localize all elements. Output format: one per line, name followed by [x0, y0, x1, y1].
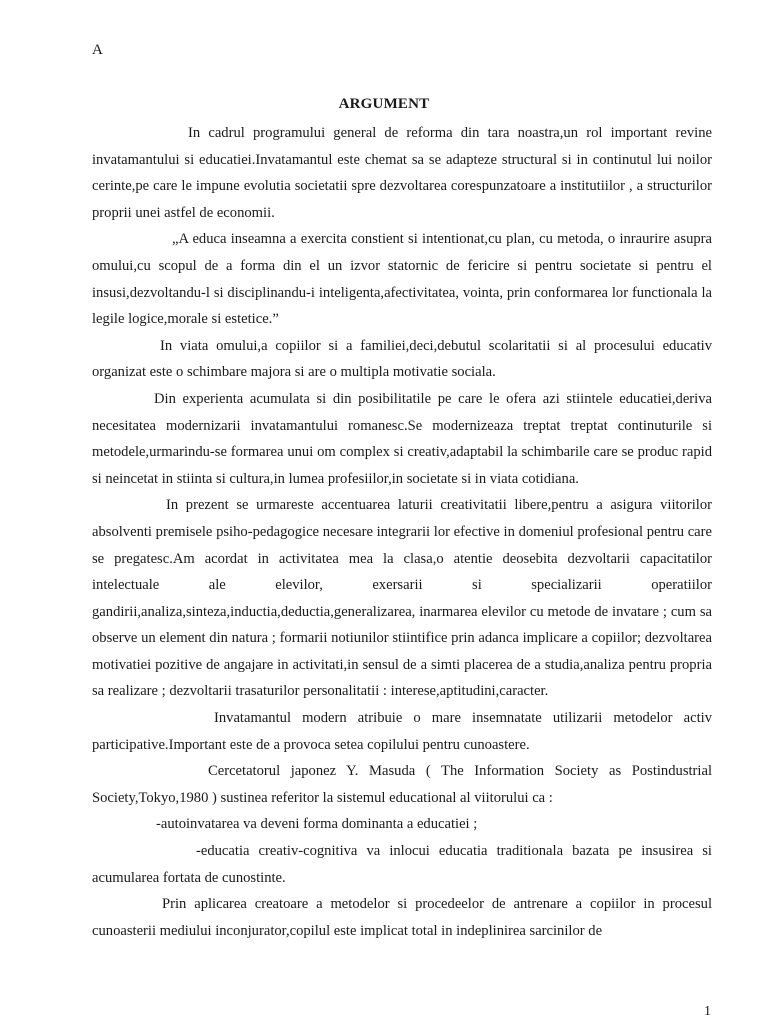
paragraph: Din experienta acumulata si din posibilitatile pe care le ofera azi stiintele educatiei,deriva necesitatea modernizarii invatamantului romanesc.Se modernizeaza treptat treptat continuturile si metodele,urmarindu-se formarea unui om complex si creativ,adaptabil la schimbarile care se produc rapid si neincetat in stiinta si cultura,in lumea profesiilor,in societate si in viata cotidiana. [92, 390, 712, 487]
header-mark: A [92, 42, 103, 58]
paragraph: Prin aplicarea creatoare a metodelor si procedeelor de antrenare a copiilor in procesul cunoasterii mediului inconjurator,copilul este implicat total in indeplinirea sarcinilor de [92, 896, 712, 939]
paragraph: In cadrul programului general de reforma din tara noastra,un rol important revine invatamantului si educatiei.Invatamantul este chemat sa se adapteze structural si in continutul lui noilor cerinte,pe care le impune evolutia societatii spre dezvoltarea corespunzatoare a institutiilor , a structurilor proprii unei astfel de economii. [92, 125, 712, 221]
document-body [92, 120, 712, 944]
paragraph: Cercetatorul japonez Y. Masuda ( The Information Society as Postindustrial Society,Tokyo,1980 ) sustinea referitor la sistemul educational al viitorului ca : [92, 763, 712, 806]
page-number: 1 [704, 1004, 711, 1019]
paragraph: -educatia creativ-cognitiva va inlocui educatia traditionala bazata pe insusirea si acumularea fortata de cunostinte. [92, 843, 712, 886]
paragraph: „A educa inseamna a exercita constient si intentionat,cu plan, cu metoda, o inraurire asupra omului,cu scopul de a forma din el un izvor statornic de fericire si pentru societate si pentru el insusi,dezvoltandu-l si disciplinandu-i inteligenta,afectivitatea, vointa, prin conformarea lor functionala la legile logice,morale si estetice.” [92, 231, 712, 328]
paragraph: -autoinvatarea va deveni forma dominanta a educatiei ; [156, 816, 478, 833]
paragraph: Invatamantul modern atribuie o mare insemnatate utilizarii metodelor activ participative.Important este de a provoca setea copilului pentru cunoastere. [92, 710, 712, 753]
paragraph: In prezent se urmareste accentuarea laturii creativitatii libere,pentru a asigura viitorilor absolventi premisele psiho-pedagogice necesare integrarii lor efective in domeniul profesional pentru care se pregatesc.Am acordat in activitatea mea la clasa,o atentie deosebita dezvoltarii capacitatilor intelectuale ale elevilor, exersarii si specializarii operatiilor gandirii,analiza,sinteza,inductia,deductia,generalizarea, inarmarea elevilor cu metode de invatare ; cum sa observe un element din natura ; formarii notiunilor stiintifice prin adanca implicare a copiilor; dezvoltarea motivatiei pozitive de angajare in activitati,in sensul de a simti placerea de a studia,analiza pentru propria sa realizare ; dezvoltarii trasaturilor personalitatii : interese,aptitudini,caracter. [92, 497, 712, 700]
paragraph: In viata omului,a copiilor si a familiei,deci,debutul scolaritatii si al procesului educativ organizat este o schimbare majora si are o multipla motivatie sociala. [92, 337, 712, 381]
document-title: ARGUMENT [338, 96, 430, 112]
